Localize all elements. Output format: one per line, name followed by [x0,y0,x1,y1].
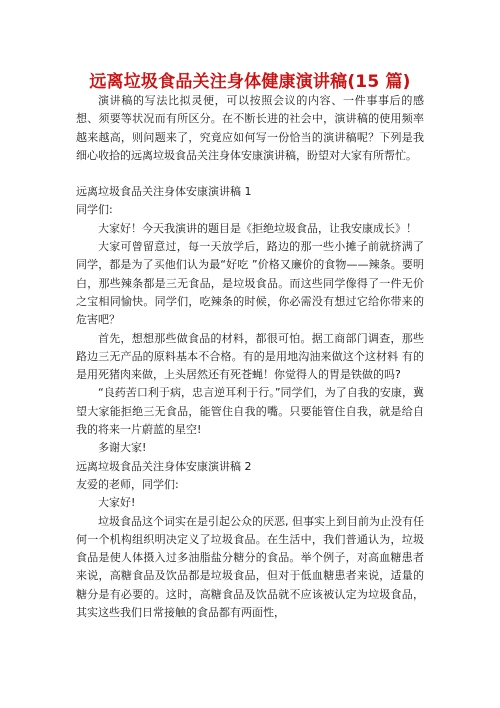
salutation: 同学们: [76,203,113,217]
paragraph: 首先，想想那些做食品的材料，都很可怕。据工商部门调查，那些路边三无产品的原料基本不合格。有的是用地沟油来做这个这材料 有的是用死猪肉来做，上头居然还有死苍蝇！你觉得人的胃是铁做的吗? [76,331,424,382]
section-heading: 远离垃圾食品关注身体安康演讲稿 2 [76,459,252,473]
paragraph-gap [76,165,424,183]
paragraph: 大家好! [98,496,136,510]
paragraph: 大家好！今天我演讲的题目是《拒绝垃圾食品，让我安康成长》！ [98,221,417,235]
paragraph: 垃圾食品这个词实在是引起公众的厌恶, 但事实上到目前为止没有任何一个机构组织明决定义了垃圾食品。在生活中，我们普通认为，垃圾食品是使人体摄入过多油脂盐分糖分的食品。举个例子，对高血糖患者来说，高糖食品及饮品都是垃圾食品，但对于低血糖患者来说，适量的糖分是有必要的。这时，高糖食品及饮品就不应该被认定为垃圾食品，其实这些我们日常接触的食品都有两面性， [76,514,424,620]
salutation: 友爱的老师，同学们: [76,477,179,491]
paragraph: 大家可曾留意过，每一天放学后，路边的那一些小摊子前就挤满了同学，都是为了买他们认为最“好吃 ”价格又廉价的食物——辣条。要明白，那些辣条都是三无食品，是垃圾食品。而这些同学像得了一件无价之宝相同愉快。同学们，吃辣条的时候，你必需没有想过它给你带来的危害吧？ [76,240,424,327]
document-title: 远离垃圾食品关注身体健康演讲稿(15 篇) [89,72,411,93]
document-body [76,92,424,622]
paragraph: 演讲稿的写法比拟灵便，可以按照会议的内容、一件事事后的感想、须要等状况而有所区分。在不断长进的社会中，演讲稿的使用频率越来越高，则问题来了，究竟应如何写一份恰当的演讲稿呢？下列是我细心收拾的远离垃圾食品关注身体安康演讲稿，盼望对大家有所帮忙。 [76,94,424,162]
section-heading: 远离垃圾食品关注身体安康演讲稿 1 [76,185,252,199]
paragraph: 多谢大家! [98,441,147,455]
paragraph: “良药苦口利于病，忠言逆耳利于行。”同学们，为了自我的安康，冀望大家能拒绝三无食品，能管住自我的嘴。只要能管住自我，就是给自我的将来一片蔚蓝的星空! [76,386,424,437]
